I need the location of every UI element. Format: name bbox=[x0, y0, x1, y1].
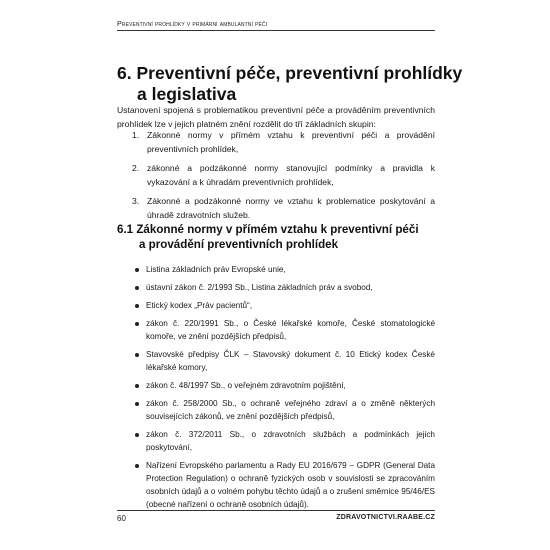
bullet-icon bbox=[135, 384, 139, 388]
section-title bbox=[117, 222, 435, 252]
section-title-line-2: a provádění preventivních prohlídek bbox=[139, 238, 339, 251]
footer-site-link[interactable]: ZDRAVOTNICTVI.RAABE.CZ bbox=[336, 514, 435, 521]
list-item bbox=[117, 428, 435, 454]
list-item-text: zákon č. 258/2000 Sb., o ochraně veřejného zdraví a o změně některých souvisejících zákonů, ve znění pozdějších předpisů, bbox=[146, 399, 435, 421]
bullet-icon bbox=[135, 464, 139, 468]
chapter-title-line-1: 6. Preventivní péče, preventivní prohlídky bbox=[117, 63, 463, 83]
norms-list bbox=[117, 263, 435, 516]
list-item bbox=[117, 348, 435, 374]
list-item-text: ústavní zákon č. 2/1993 Sb., Listina základních práv a svobod, bbox=[146, 283, 373, 292]
list-item-text: Etický kodex „Práv pacientů“, bbox=[146, 301, 253, 310]
footer-rule bbox=[117, 510, 435, 511]
list-item-text: zákon č. 372/2011 Sb., o zdravotních službách a podmínkách jejich poskytování, bbox=[146, 430, 435, 452]
list-item-text: Listina základních práv Evropské unie, bbox=[146, 265, 286, 274]
bullet-icon bbox=[135, 304, 139, 308]
list-item bbox=[117, 128, 435, 156]
list-item-text: zákon č. 220/1991 Sb., o České lékařské komoře, České stomatologické komoře, ve znění pozdějších předpisů, bbox=[146, 319, 435, 341]
bullet-icon bbox=[135, 402, 139, 406]
list-item-text: Zákonné a podzákonné normy ve vztahu k problematice poskytování a úhradě zdravotních služeb. bbox=[147, 196, 435, 220]
bullet-icon bbox=[135, 286, 139, 290]
chapter-title-line-2: a legislativa bbox=[137, 84, 237, 104]
list-item-text: zákon č. 48/1997 Sb., o veřejném zdravotním pojištění, bbox=[146, 381, 346, 390]
list-item bbox=[117, 379, 435, 392]
bullet-icon bbox=[135, 322, 139, 326]
page-number: 60 bbox=[117, 514, 126, 523]
bullet-icon bbox=[135, 268, 139, 272]
groups-list bbox=[117, 128, 435, 227]
list-number: 1. bbox=[132, 130, 140, 140]
running-header: Preventivní prohlídky v primární ambulantní péči bbox=[117, 19, 268, 28]
chapter-title bbox=[117, 63, 463, 105]
list-number: 3. bbox=[132, 196, 140, 206]
list-item bbox=[117, 161, 435, 189]
list-number: 2. bbox=[132, 163, 140, 173]
list-item-text: Zákonné normy v přímém vztahu k preventivní péči a provádění preventivních prohlídek, bbox=[147, 130, 435, 154]
list-item bbox=[117, 281, 435, 294]
intro-paragraph: Ustanovení spojená s problematikou preventivní péče a prováděním preventivních prohlídek lze v jejich platném znění rozdělit do tří základních skupin: bbox=[117, 105, 435, 129]
list-item-text: Stavovské předpisy ČLK – Stavovský dokument č. 10 Etický kodex České lékařské komory, bbox=[146, 350, 435, 372]
header-rule bbox=[117, 30, 435, 31]
bullet-icon bbox=[135, 433, 139, 437]
list-item bbox=[117, 317, 435, 343]
section-title-line-1: 6.1 Zákonné normy v přímém vztahu k preventivní péči bbox=[117, 223, 419, 236]
list-item bbox=[117, 194, 435, 222]
list-item bbox=[117, 299, 435, 312]
bullet-icon bbox=[135, 353, 139, 357]
list-item bbox=[117, 397, 435, 423]
list-item bbox=[117, 263, 435, 276]
list-item-text: zákonné a podzákonné normy stanovující podmínky a pravidla k vykazování a k úhradám preventivních prohlídek, bbox=[147, 163, 435, 187]
list-item bbox=[117, 459, 435, 511]
list-item-text: Nařízení Evropského parlamentu a Rady EU 2016/679 – GDPR (General Data Protection Regulation) o ochraně fyzických osob v souvislosti se zpracováním osobních údajů a o volném pohybu těchto údajů a o zrušení směrnice 95/46/ES (obecné nařízení o ochraně osobních údajů). bbox=[146, 461, 435, 509]
